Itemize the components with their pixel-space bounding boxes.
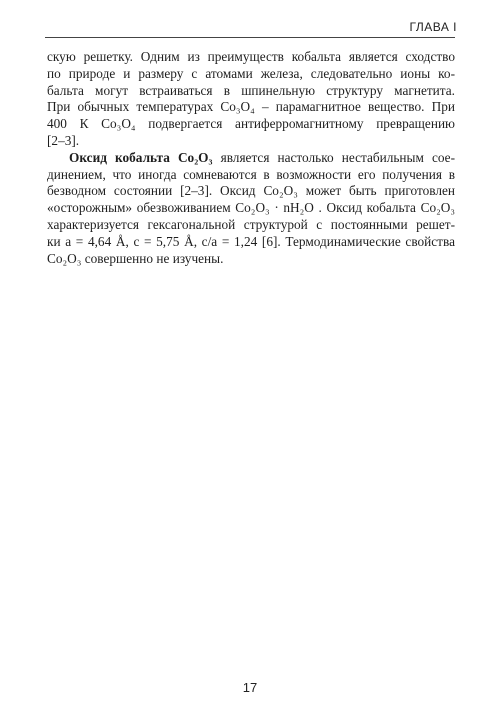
paragraph-2 (47, 150, 455, 268)
text-line: ки a = 4,64 Å, c = 5,75 Å, c/a = 1,24 [6]. Термодинамические свойства (47, 233, 455, 249)
text-line: динением, что иногда сомневаются в возможности его получения в (47, 166, 455, 182)
text-line: При обычных температурах Co₃O₄ – парамагнитное вещество. При (47, 99, 455, 115)
text-line: бальта могут встраиваться в шпинельную структуру магнетита. (47, 82, 455, 98)
text-line: по природе и размеру с атомами железа, следовательно ионы ко- (47, 65, 455, 81)
term-cobalt-oxide: Оксид кобальта Co₂O₃ (69, 149, 213, 165)
text-line: характеризуется гексагональной структурой с постоянными решет- (47, 216, 455, 232)
text-line: «осторожным» обезвоживанием Co₂O₃ · nH₂O . Оксид кобальта Co₂O₃ (47, 200, 455, 216)
text-line: 400 К Co₃O₄ подвергается антиферромагнитному превращению (47, 116, 455, 132)
chapter-header: ГЛАВА I (409, 20, 457, 34)
page-number: 17 (242, 680, 258, 695)
paragraph-1 (47, 49, 455, 150)
text-line: скую решетку. Одним из преимуществ кобальта является сходство (47, 49, 455, 64)
text-line (47, 150, 455, 167)
text-line: [2–3]. (47, 132, 80, 148)
body-text (47, 49, 455, 267)
text-fragment: является настолько нестабильным сое- (212, 149, 455, 165)
header-divider (45, 37, 455, 38)
text-line: Co₂O₃ совершенно не изучены. (47, 250, 224, 266)
text-line: безводном состоянии [2–3]. Оксид Co₂O₃ может быть приготовлен (47, 183, 455, 199)
